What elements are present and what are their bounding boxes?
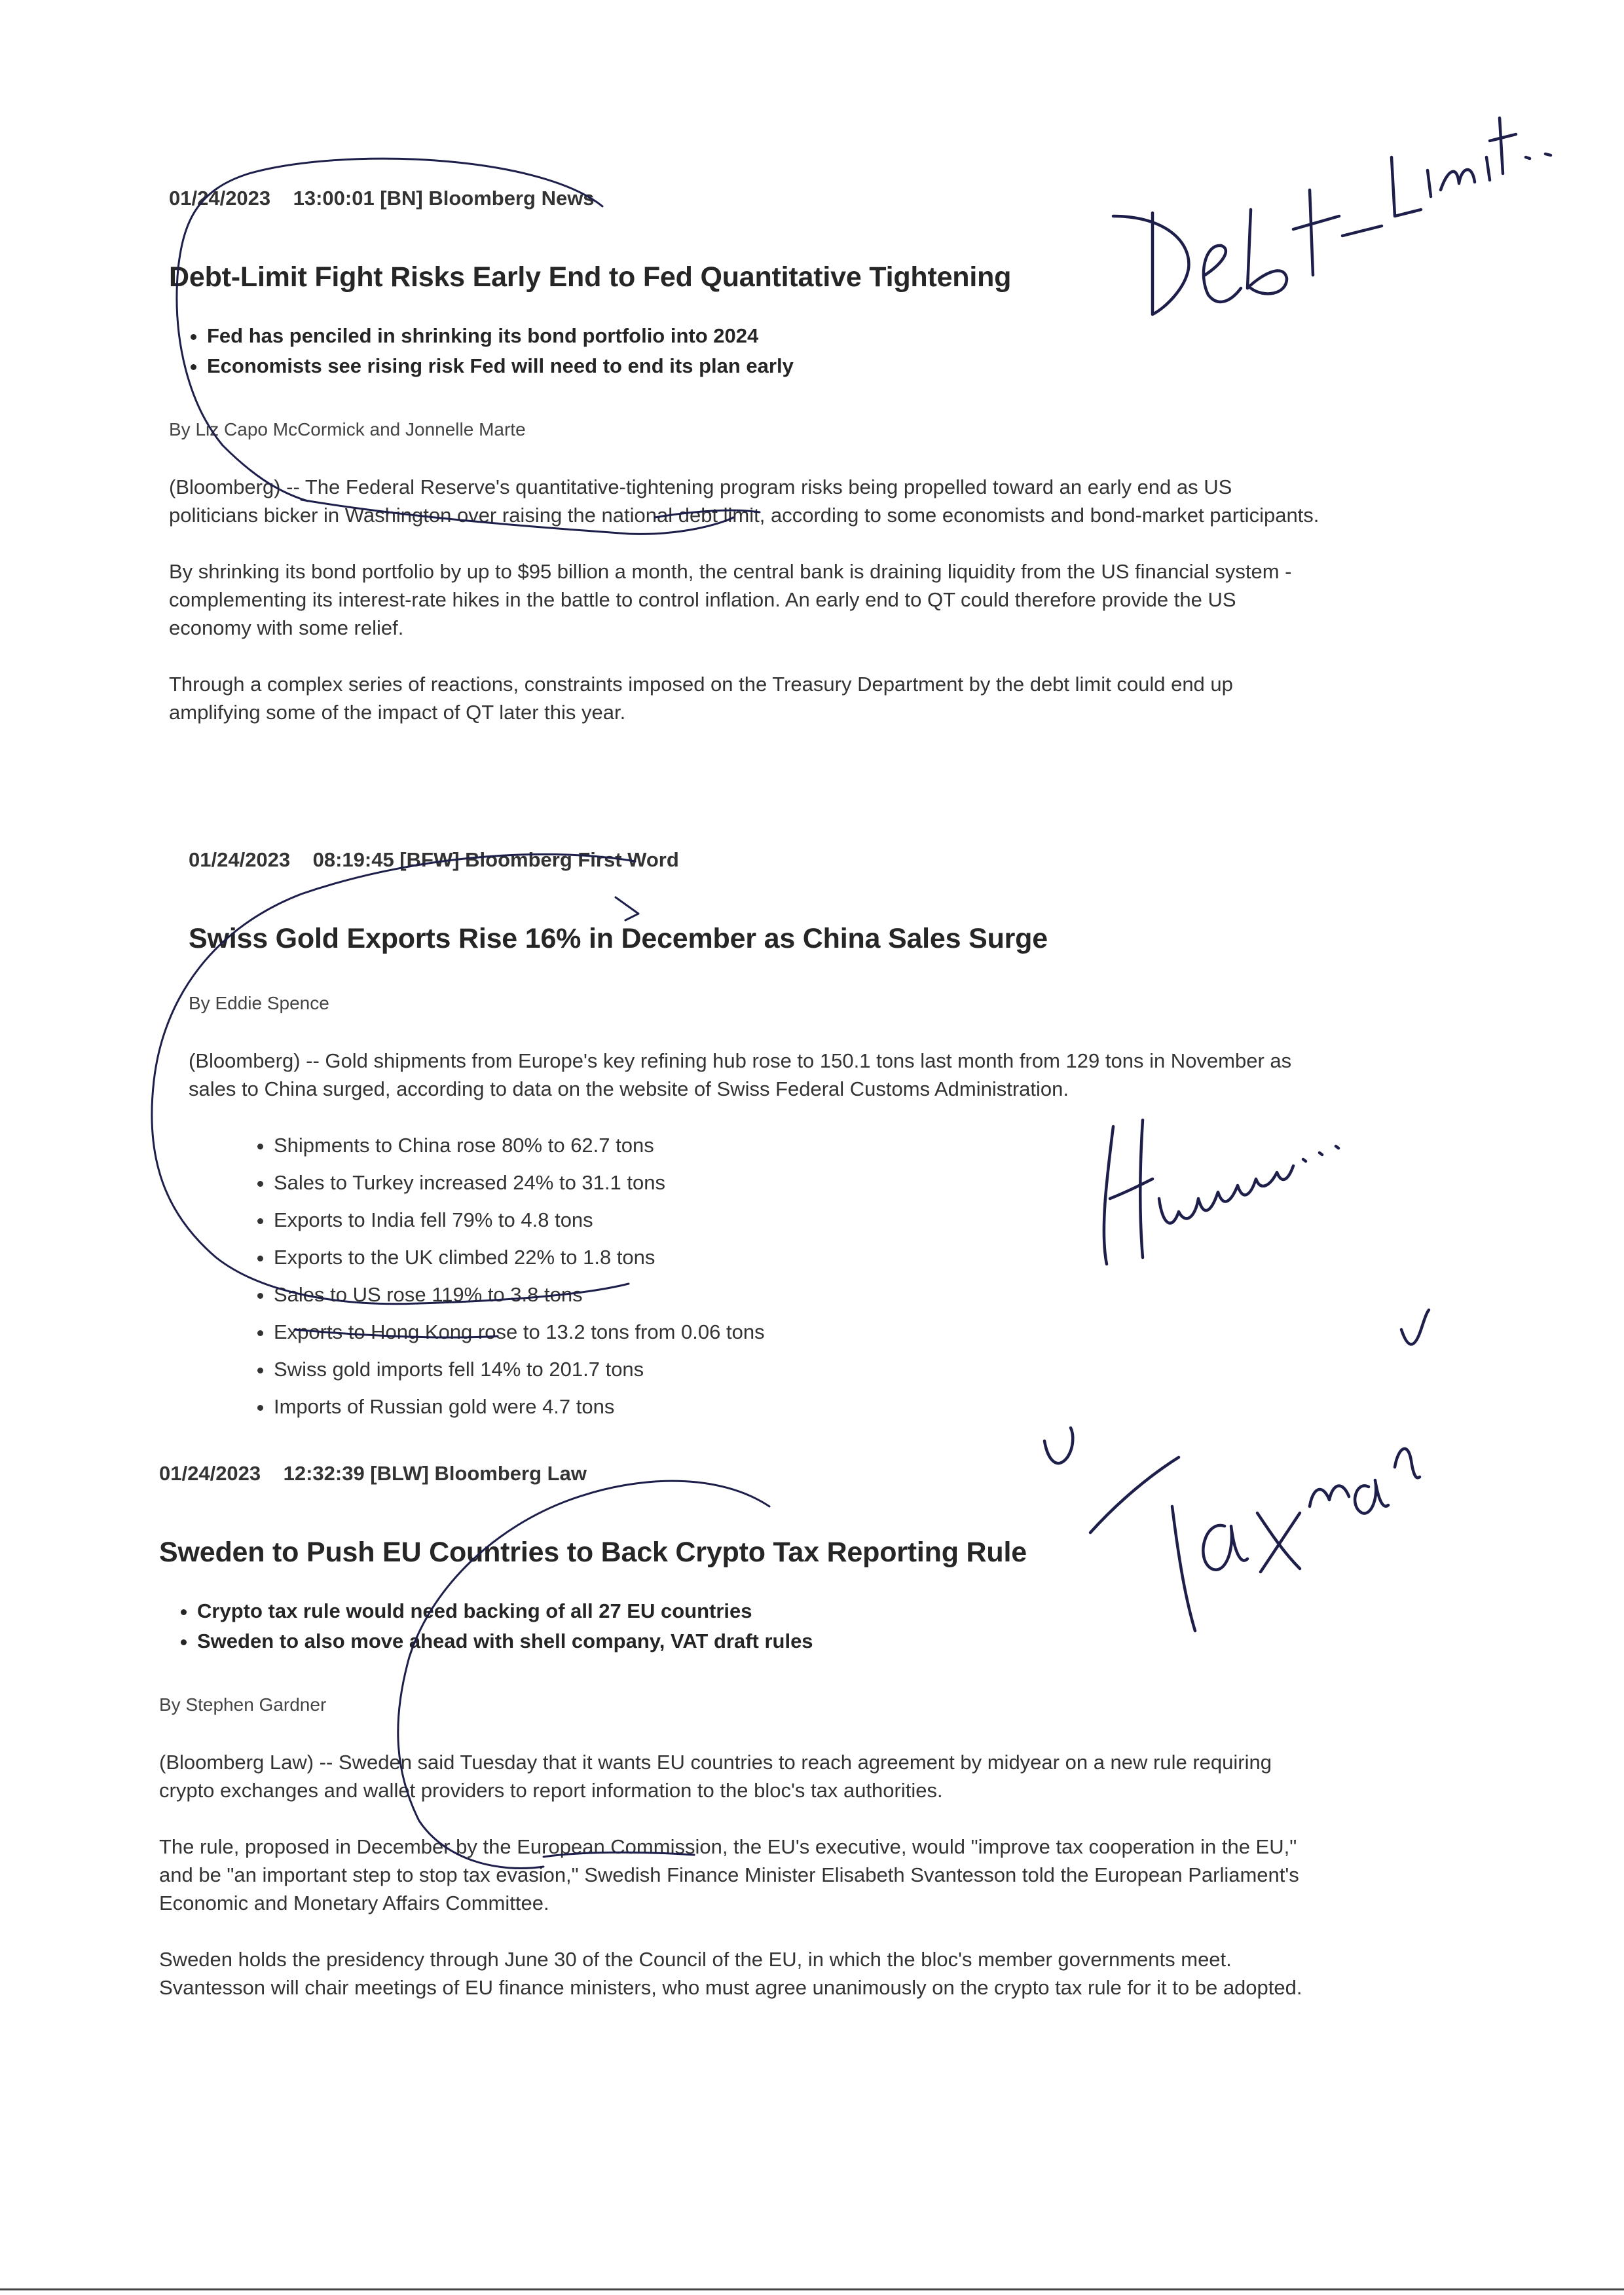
- article-sweden-crypto: [159, 1462, 1312, 2002]
- article-byline: By Eddie Spence: [189, 993, 329, 1013]
- article-headline: Sweden to Push EU Countries to Back Crypto Tax Reporting Rule: [159, 1537, 1027, 1568]
- stats-item: • Sales to Turkey increased 24% to 31.1 tons: [274, 1164, 1328, 1201]
- summary-bullet: • Fed has penciled in shrinking its bond portfolio into 2024: [207, 321, 1321, 351]
- article-paragraph: (Bloomberg) -- The Federal Reserve's quantitative-tightening program risks being propelled toward an early end as US politicians bicker in Washington over raising the national debt limit, according to some economists and bond-market participants.: [169, 476, 1320, 527]
- article-paragraph: The rule, proposed in December by the European Commission, the EU's executive, would "improve tax cooperation in the EU," and be "an important step to stop tax evasion," Swedish Finance Minister Elisabeth Svantesson told the European Parliament's Economic and Monetary Affairs Committee.: [159, 1835, 1299, 1914]
- article-debt-limit: [169, 187, 1321, 726]
- article-paragraph: Through a complex series of reactions, constraints imposed on the Treasury Department by the debt limit could end up amplifying some of the impact of QT later this year.: [169, 673, 1233, 724]
- article-dateline: 01/24/2023 08:19:45 [BFW] Bloomberg First Word: [189, 848, 679, 871]
- page-bottom-rule: [0, 2288, 1624, 2290]
- stats-item: • Exports to India fell 79% to 4.8 tons: [274, 1201, 1328, 1239]
- article-paragraph: By shrinking its bond portfolio by up to $95 billion a month, the central bank is draining liquidity from the US financial system - complementing its interest-rate hikes in the battle to control inflation. An early end to QT could therefore provide the US economy with some relief.: [169, 560, 1292, 639]
- article-dateline: 01/24/2023 12:32:39 [BLW] Bloomberg Law: [159, 1462, 587, 1485]
- summary-bullet: • Economists see rising risk Fed will need to end its plan early: [207, 351, 1321, 381]
- stats-item: • Imports of Russian gold were 4.7 tons: [274, 1388, 1328, 1425]
- article-headline: Debt-Limit Fight Risks Early End to Fed Quantitative Tightening: [169, 261, 1012, 293]
- article-byline: By Liz Capo McCormick and Jonnelle Marte: [169, 419, 526, 439]
- summary-bullets: [159, 1596, 1312, 1656]
- article-headline: Swiss Gold Exports Rise 16% in December as China Sales Surge: [189, 923, 1048, 954]
- article-swiss-gold: [189, 848, 1328, 1425]
- summary-bullet: • Sweden to also move ahead with shell company, VAT draft rules: [197, 1626, 1312, 1656]
- summary-bullet: • Crypto tax rule would need backing of all 27 EU countries: [197, 1596, 1312, 1626]
- article-paragraph: (Bloomberg Law) -- Sweden said Tuesday that it wants EU countries to reach agreement by midyear on a new rule requiring crypto exchanges and wallet providers to report information to the bloc's tax authorities.: [159, 1751, 1272, 1802]
- stats-item: • Sales to US rose 119% to 3.8 tons: [274, 1276, 1328, 1313]
- article-byline: By Stephen Gardner: [159, 1694, 327, 1715]
- article-dateline: 01/24/2023 13:00:01 [BN] Bloomberg News: [169, 187, 595, 210]
- article-paragraph: (Bloomberg) -- Gold shipments from Europe's key refining hub rose to 150.1 tons last month from 129 tons in November as sales to China surged, according to data on the website of Swiss Federal Customs Administration.: [189, 1049, 1292, 1100]
- stats-item: • Shipments to China rose 80% to 62.7 tons: [274, 1127, 1328, 1164]
- stats-item: • Swiss gold imports fell 14% to 201.7 tons: [274, 1351, 1328, 1388]
- stats-item: • Exports to the UK climbed 22% to 1.8 tons: [274, 1239, 1328, 1276]
- stats-list: [189, 1127, 1328, 1425]
- summary-bullets: [169, 321, 1321, 381]
- article-paragraph: Sweden holds the presidency through June 30 of the Council of the EU, in which the bloc's member governments meet. Svantesson will chair meetings of EU finance ministers, who must agree unanimously on the crypto tax rule for it to be adopted.: [159, 1948, 1302, 1999]
- stats-item: • Exports to Hong Kong rose to 13.2 tons from 0.06 tons: [274, 1313, 1328, 1351]
